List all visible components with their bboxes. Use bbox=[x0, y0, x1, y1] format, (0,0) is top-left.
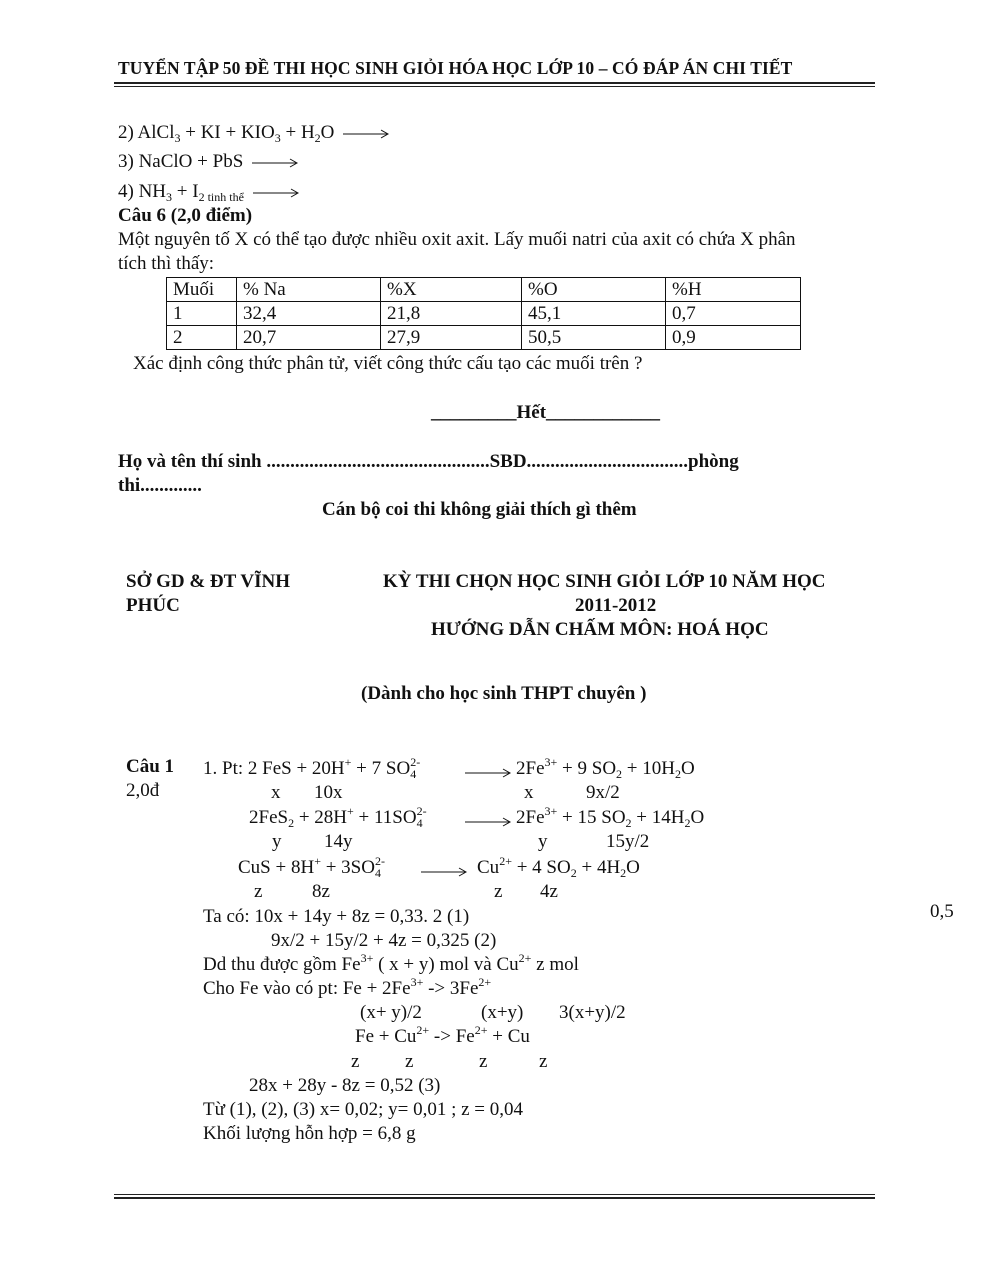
footer-rule bbox=[114, 1197, 875, 1199]
table-cell: 21,8 bbox=[381, 302, 522, 326]
equation-2-products: $2Fe^{3+} + 15$ $SO_2 + 14H_2O$ bbox=[516, 804, 705, 830]
mole-14y: 14y bbox=[324, 831, 353, 852]
department-name-2: PHÚC bbox=[126, 595, 180, 616]
cau1-label: Câu 1 bbox=[126, 756, 175, 777]
header-rule-thin bbox=[114, 86, 875, 87]
solution-ions: Dd thu được gồm $Fe^{3+}$ ( x + y) mol và $Cu^{2+}$ z mol bbox=[203, 951, 579, 975]
table-cell: 50,5 bbox=[522, 326, 666, 350]
cau6-line1: Một nguyên tố X có thể tạo được nhiều oxit axit. Lấy muối natri của axit có chứa X phân bbox=[118, 229, 796, 250]
table-row bbox=[167, 326, 801, 350]
cau6-line2: tích thì thấy: bbox=[118, 253, 215, 274]
score-value: 0,5 bbox=[930, 901, 954, 922]
reaction-arrow-icon bbox=[421, 864, 467, 882]
table-header-cell: % Na bbox=[237, 278, 381, 302]
equation-sum-2: 9x/2 + 15y/2 + 4z = 0,325 (2) bbox=[271, 930, 497, 951]
header-rule bbox=[114, 82, 875, 84]
mole-x-product: x bbox=[524, 782, 534, 803]
reaction-arrow-icon bbox=[465, 765, 511, 783]
mole-8z: 8z bbox=[312, 881, 330, 902]
table-row bbox=[167, 302, 801, 326]
mole-z-cu-product: z bbox=[539, 1051, 548, 1072]
reaction-arrow-icon bbox=[252, 158, 298, 168]
mole-z-fe: z bbox=[351, 1051, 360, 1072]
candidate-info-line: Họ và tên thí sinh ...............................................SBD..................................phòng bbox=[118, 451, 739, 472]
mole-y-product: y bbox=[538, 831, 548, 852]
table-cell: 0,9 bbox=[666, 326, 801, 350]
mole-xy: (x+y) bbox=[481, 1002, 524, 1023]
mole-z-product: z bbox=[494, 881, 503, 902]
mole-x: x bbox=[271, 782, 281, 803]
table-header-cell: Muối bbox=[167, 278, 237, 302]
mole-15y2: 15y/2 bbox=[606, 831, 650, 852]
target-students: (Dành cho học sinh THPT chuyên ) bbox=[361, 683, 647, 704]
candidate-info-line2: thi............. bbox=[118, 475, 202, 496]
reaction-4: 4) $NH_3 + I_{2 tinh thể}$ bbox=[118, 180, 303, 204]
mole-xy2: (x+ y)/2 bbox=[360, 1002, 422, 1023]
cau6-question: Xác định công thức phân tử, viết công thức cấu tạo các muối trên ? bbox=[133, 353, 643, 374]
reaction-arrow-icon bbox=[253, 188, 299, 198]
equation-3: CuS + $8H^+ + 3SO_4^{2-}$ bbox=[238, 854, 385, 880]
mole-z-cu: z bbox=[405, 1051, 414, 1072]
table-header-cell: %O bbox=[522, 278, 666, 302]
equation-2: $2FeS_2 + 28H^+ + 11SO_4^{2-}$ bbox=[249, 804, 427, 830]
fe-reaction-2: $Fe + Cu^{2+} -> Fe^{2+} + Cu$ bbox=[355, 1023, 530, 1047]
exam-year: 2011-2012 bbox=[575, 595, 657, 616]
table-header-cell: %H bbox=[666, 278, 801, 302]
mole-y: y bbox=[272, 831, 282, 852]
reaction-arrow-icon bbox=[465, 814, 511, 832]
table-cell: 32,4 bbox=[237, 302, 381, 326]
mole-3xy2: 3(x+y)/2 bbox=[559, 1002, 626, 1023]
department-name: SỞ GD & ĐT VĨNH bbox=[126, 571, 290, 592]
equation-sum-1: Ta có: 10x + 14y + 8z = 0,33. 2 (1) bbox=[203, 906, 470, 927]
salt-composition-table bbox=[166, 277, 801, 350]
equation-sum-3: 28x + 28y - 8z = 0,52 (3) bbox=[249, 1075, 441, 1096]
mole-10x: 10x bbox=[314, 782, 343, 803]
table-cell: 45,1 bbox=[522, 302, 666, 326]
reaction-2: 2) AlCl$_3$ + KI + $KIO_3 + H_2O$ bbox=[118, 121, 393, 145]
table-cell: 20,7 bbox=[237, 326, 381, 350]
equation-1: 1. Pt: 2 FeS + 20H+ + 7 $SO_4^{2-}$ bbox=[203, 755, 421, 781]
reaction-3: 3) NaClO + PbS bbox=[118, 150, 302, 174]
table-header-row bbox=[167, 278, 801, 302]
proctor-note: Cán bộ coi thi không giải thích gì thêm bbox=[322, 499, 637, 520]
exam-title: KỲ THI CHỌN HỌC SINH GIỎI LỚP 10 NĂM HỌC bbox=[383, 571, 826, 592]
table-header-cell: %X bbox=[381, 278, 522, 302]
footer-rule-thin bbox=[114, 1194, 875, 1195]
cau1-points: 2,0đ bbox=[126, 780, 160, 801]
end-marker: _________Hết____________ bbox=[431, 402, 661, 423]
equation-1-products: $2Fe^{3+} + 9$ $SO_2 + 10H_2O$ bbox=[516, 755, 695, 781]
fe-reaction-1: Cho Fe vào có pt: $Fe + 2Fe^{3+} -> 3Fe^{2+}$ bbox=[203, 975, 492, 999]
mole-z: z bbox=[254, 881, 263, 902]
table-cell: 27,9 bbox=[381, 326, 522, 350]
mole-4z: 4z bbox=[540, 881, 558, 902]
mass-result: Khối lượng hỗn hợp = 6,8 g bbox=[203, 1123, 416, 1144]
solution-result: Từ (1), (2), (3) x= 0,02; y= 0,01 ; z = 0,04 bbox=[203, 1099, 524, 1120]
equation-3-products: $Cu^{2+} + 4$ $SO_2 + 4H_2O$ bbox=[477, 854, 640, 880]
table-cell: 2 bbox=[167, 326, 237, 350]
mole-9x2: 9x/2 bbox=[586, 782, 620, 803]
mole-z-fe2: z bbox=[479, 1051, 488, 1072]
grading-subject: HƯỚNG DẪN CHẤM MÔN: HOÁ HỌC bbox=[431, 619, 769, 640]
table-cell: 1 bbox=[167, 302, 237, 326]
reaction-arrow-icon bbox=[343, 129, 389, 139]
cau6-title: Câu 6 (2,0 điểm) bbox=[118, 205, 253, 226]
table-cell: 0,7 bbox=[666, 302, 801, 326]
page-header-title: TUYỂN TẬP 50 ĐỀ THI HỌC SINH GIỎI HÓA HỌC LỚP 10 – CÓ ĐÁP ÁN CHI TIẾT bbox=[118, 58, 793, 78]
